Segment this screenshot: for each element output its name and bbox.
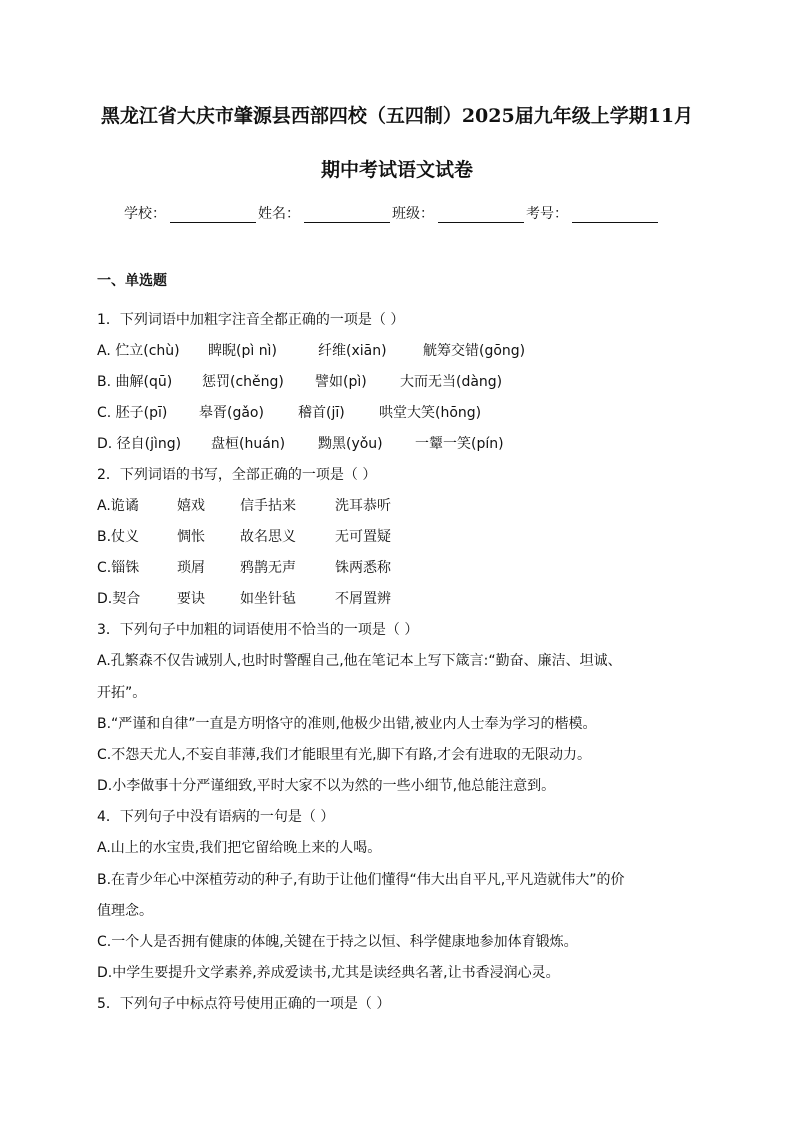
- name-blank[interactable]: [304, 206, 390, 223]
- question-4-stem: 4．下列句子中没有语病的一句是（ ）: [97, 809, 335, 825]
- exam-number-label: 考号：: [526, 206, 568, 222]
- option-word: 要诀: [177, 591, 205, 607]
- option-word: 琐屑: [177, 560, 205, 576]
- question-1-option-a: [97, 342, 657, 360]
- question-3-stem: 3．下列句子中加粗的词语使用不恰当的一项是（ ）: [97, 622, 419, 638]
- question-3-option-a-line-1: A.孔繁森不仅告诫别人,也时时警醒自己,他在笔记本上写下箴言:“勤奋、廉洁、坦诚、: [97, 653, 622, 669]
- question-5-stem: 5．下列句子中标点符号使用正确的一项是（ ）: [97, 996, 391, 1012]
- option-word: A. 伫立(chù): [97, 343, 180, 359]
- option-word: 如坐针毡: [240, 591, 296, 607]
- question-2-option-b: [97, 528, 657, 546]
- question-4-option-b-line-2: 值理念。: [97, 903, 153, 919]
- option-word: D.契合: [97, 591, 141, 607]
- name-label: 姓名：: [258, 206, 300, 222]
- option-word: 洗耳恭听: [335, 498, 391, 514]
- option-word: 嬉戏: [177, 498, 205, 514]
- option-word: 纤维(xiān): [318, 343, 387, 359]
- option-word: 觥筹交错(gōng): [423, 343, 526, 359]
- option-word: 无可置疑: [335, 529, 391, 545]
- question-2-stem: 2．下列词语的书写，全部正确的一项是（ ）: [97, 467, 377, 483]
- option-word: 皋胥(gǎo): [199, 405, 264, 421]
- question-1-stem: 1．下列词语中加粗字注音全都正确的一项是（ ）: [97, 312, 405, 328]
- option-word: B.仗义: [97, 529, 140, 545]
- option-word: A.诡谲: [97, 498, 139, 514]
- section-heading: 一、单选题: [97, 273, 167, 289]
- option-word: 黝黑(yǒu): [318, 436, 383, 452]
- option-word: 铢两悉称: [335, 560, 391, 576]
- question-3-option-c: C.不怨天尤人,不妄自菲薄,我们才能眼里有光,脚下有路,才会有进取的无限动力。: [97, 747, 592, 763]
- question-4-option-b-line-1: B.在青少年心中深植劳动的种子,有助于让他们懂得“伟大出自平凡,平凡造就伟大”的价: [97, 872, 625, 888]
- option-word: 鸦鹊无声: [240, 560, 296, 576]
- exam-title-line-2: 期中考试语文试卷: [320, 159, 473, 181]
- option-word: 哄堂大笑(hōng): [379, 405, 482, 421]
- question-4-option-d: D.中学生要提升文学素养,养成爱读书,尤其是读经典名著,让书香浸润心灵。: [97, 965, 560, 981]
- question-3-option-b: B.“严谨和自律”一直是方明恪守的准则,他极少出错,被业内人士奉为学习的楷模。: [97, 716, 597, 732]
- option-word: 故名思义: [240, 529, 296, 545]
- option-word: C.锱铢: [97, 560, 140, 576]
- question-1-option-b: [97, 373, 657, 391]
- exam-title-line-1: 黑龙江省大庆市肇源县西部四校（五四制）2025届九年级上学期11月: [100, 105, 694, 127]
- question-1-option-c: [97, 404, 657, 422]
- question-2-option-a: [97, 497, 657, 515]
- option-word: 惩罚(chěng): [202, 374, 284, 390]
- question-2-option-d: [97, 590, 657, 608]
- option-word: 譬如(pì): [315, 374, 367, 390]
- option-word: 惆怅: [177, 529, 205, 545]
- option-word: 一颦一笑(pín): [415, 436, 504, 452]
- class-blank[interactable]: [438, 206, 524, 223]
- student-info-line: [124, 203, 660, 223]
- class-label: 班级：: [392, 206, 434, 222]
- question-2-option-c: [97, 559, 657, 577]
- question-3-option-a-line-2: 开拓”。: [97, 685, 147, 701]
- question-1-option-d: [97, 435, 657, 453]
- question-4-option-a: A.山上的水宝贵,我们把它留给晚上来的人喝。: [97, 840, 382, 856]
- option-word: C. 胚子(pī): [97, 405, 168, 421]
- option-word: 睥睨(pì nì): [208, 343, 277, 359]
- option-word: 不屑置辨: [335, 591, 391, 607]
- school-label: 学校：: [124, 206, 166, 222]
- exam-number-blank[interactable]: [572, 206, 658, 223]
- school-blank[interactable]: [170, 206, 256, 223]
- option-word: 盘桓(huán): [211, 436, 286, 452]
- option-word: 信手拈来: [240, 498, 296, 514]
- question-4-option-c: C.一个人是否拥有健康的体魄,关键在于持之以恒、科学健康地参加体育锻炼。: [97, 934, 578, 950]
- option-word: B. 曲解(qū): [97, 374, 173, 390]
- option-word: 大而无当(dàng): [400, 374, 503, 390]
- option-word: 稽首(jī): [298, 405, 345, 421]
- option-word: D. 径自(jìng): [97, 436, 182, 452]
- question-3-option-d: D.小李做事十分严谨细致,平时大家不以为然的一些小细节,他总能注意到。: [97, 778, 556, 794]
